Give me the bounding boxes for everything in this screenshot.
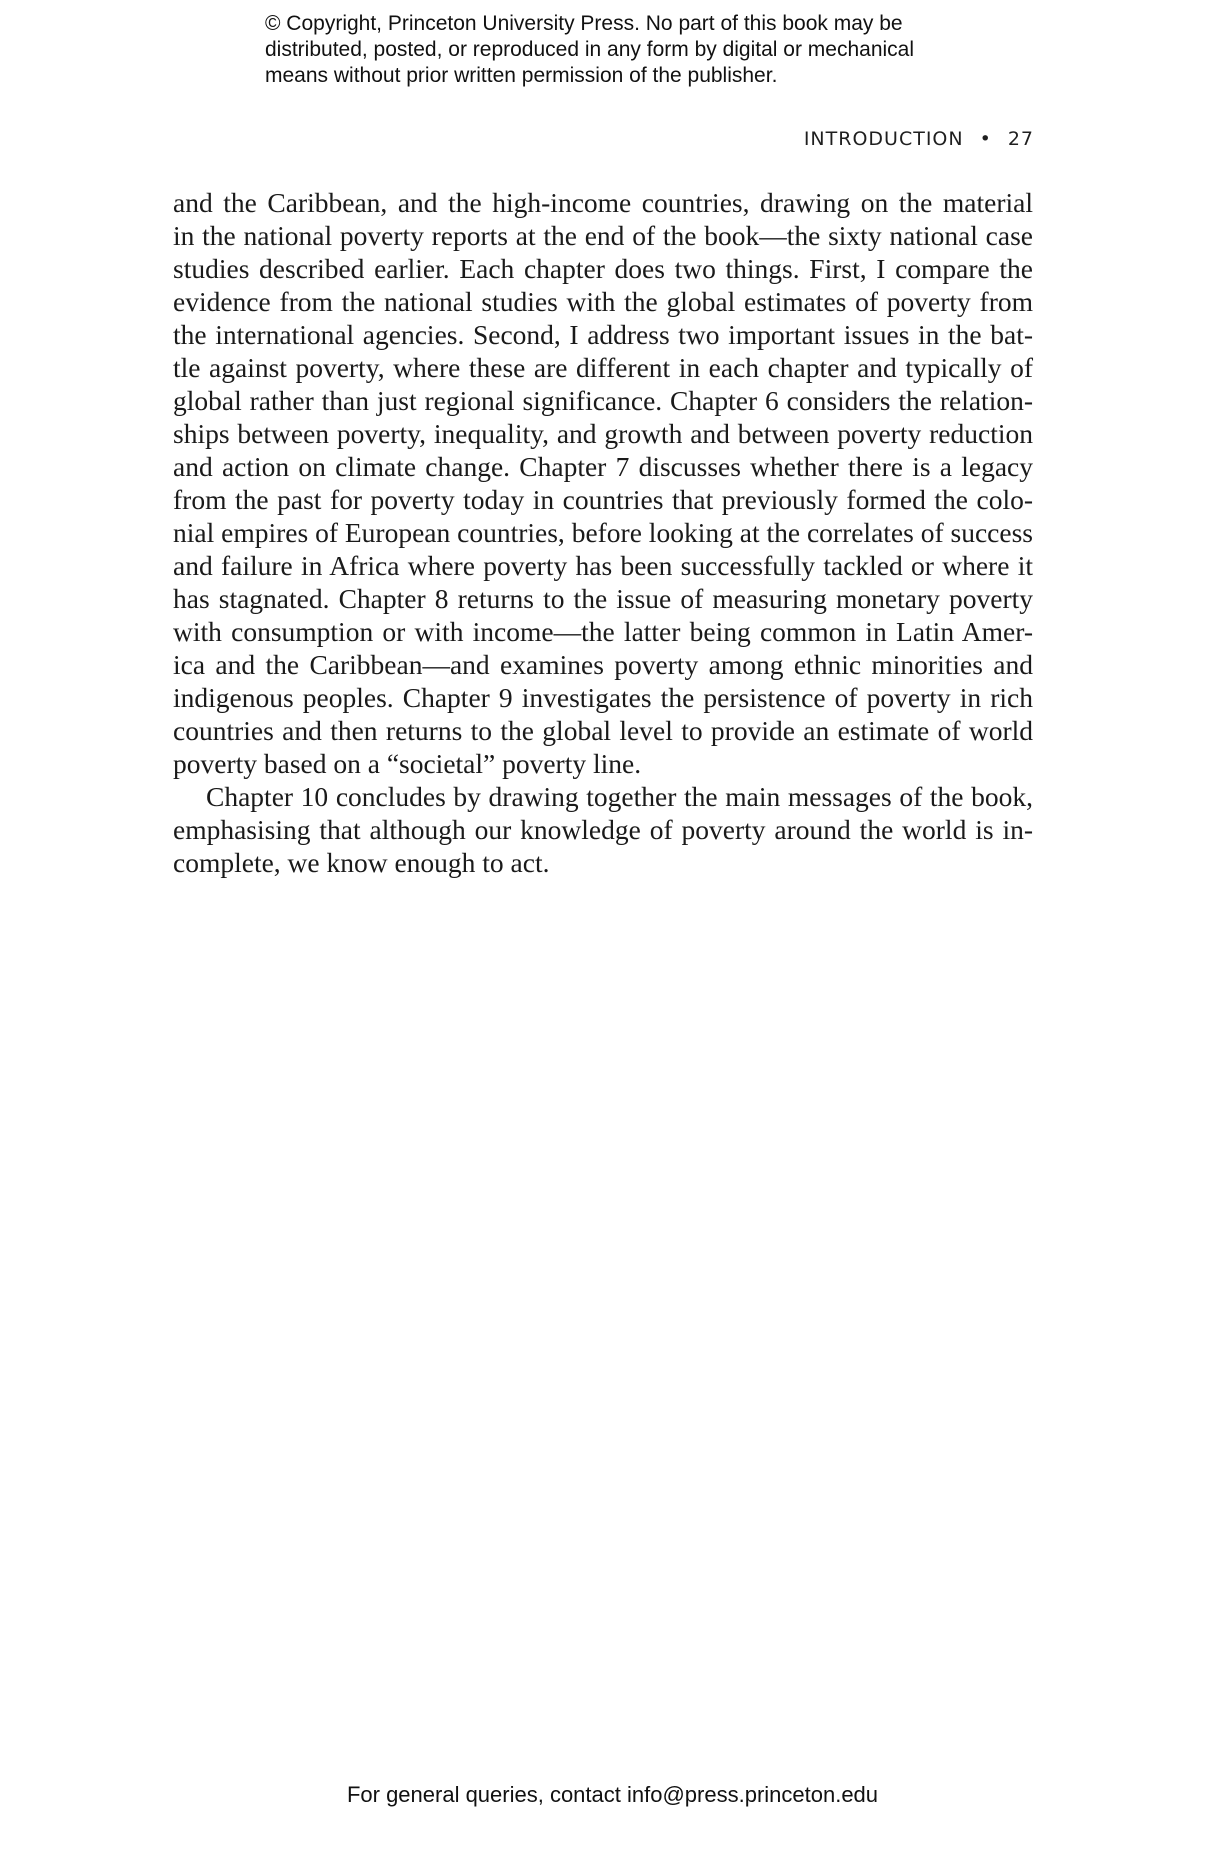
copyright-line: distributed, posted, or reproduced in any form by digital or mechanical [265,38,915,61]
running-head-section: INTRODUCTION [803,128,964,150]
text-line: with consumption or with income—the latter being common in Latin Amer- [173,616,1033,647]
text-line: evidence from the national studies with the global estimates of poverty from [173,286,1033,317]
paragraph [173,780,1033,879]
text-line: nial empires of European countries, before looking at the correlates of success [173,517,1033,548]
text-line: complete, we know enough to act. [173,847,550,878]
footer-contact: For general queries, contact info@press.princeton.edu [346,1782,879,1807]
text-line: the international agencies. Second, I address two important issues in the bat- [173,319,1033,350]
text-line: from the past for poverty today in countries that previously formed the colo- [173,484,1033,515]
text-line: and failure in Africa where poverty has been successfully tackled or where it [173,550,1033,581]
text-line: studies described earlier. Each chapter does two things. First, I compare the [173,253,1033,284]
running-head-separator: • [979,128,992,150]
copyright-notice [265,11,985,89]
text-line: emphasising that although our knowledge of poverty around the world is in- [173,814,1033,845]
copyright-line: © Copyright, Princeton University Press. No part of this book may be [265,12,903,35]
text-line: global rather than just regional significance. Chapter 6 considers the relation- [173,385,1033,416]
page-number: 27 [1007,128,1034,150]
text-line: Chapter 10 concludes by drawing together the main messages of the book, [206,781,1033,812]
text-line: has stagnated. Chapter 8 returns to the issue of measuring monetary poverty [173,583,1033,614]
text-line: in the national poverty reports at the end of the book—the sixty national case [173,220,1033,251]
text-line: and action on climate change. Chapter 7 discusses whether there is a legacy [173,451,1033,482]
text-line: countries and then returns to the global level to provide an estimate of world [173,715,1033,746]
text-line: ships between poverty, inequality, and growth and between poverty reduction [173,418,1033,449]
text-line: poverty based on a “societal” poverty line. [173,748,642,779]
text-line: and the Caribbean, and the high-income countries, drawing on the material [173,187,1033,218]
text-line: ica and the Caribbean—and examines poverty among ethnic minorities and [173,649,1033,680]
body-text [173,186,1033,879]
text-line: indigenous peoples. Chapter 9 investigates the persistence of poverty in rich [173,682,1033,713]
copyright-line: means without prior written permission of the publisher. [265,64,778,87]
running-head [804,128,1034,150]
text-line: tle against poverty, where these are different in each chapter and typically of [173,352,1033,383]
paragraph [173,186,1033,780]
